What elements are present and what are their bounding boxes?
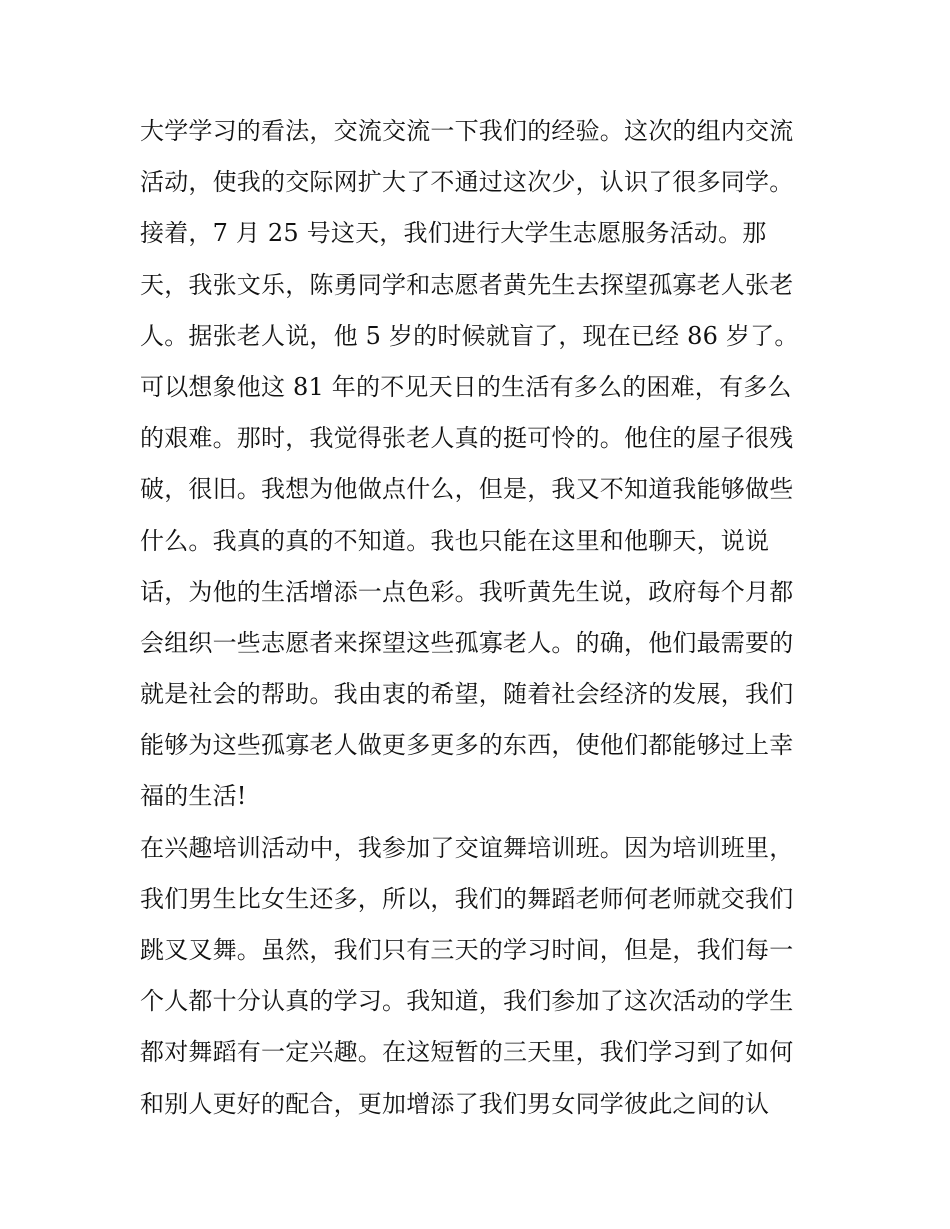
text-line: 接着，7 月 25 号这天，我们进行大学生志愿服务活动。那 xyxy=(140,219,767,248)
text-line: 活动，使我的交际网扩大了不通过这次少，认识了很多同学。 xyxy=(140,168,794,197)
text-line: 会组织一些志愿者来探望这些孤寡老人。的确，他们最需要的 xyxy=(140,628,794,657)
text-line: 破，很旧。我想为他做点什么，但是，我又不知道我能够做些 xyxy=(140,475,794,504)
text-line: 能够为这些孤寡老人做更多更多的东西，使他们都能够过上幸 xyxy=(140,731,794,760)
text-line: 福的生活! xyxy=(140,782,247,811)
text-line: 天，我张文乐，陈勇同学和志愿者黄先生去探望孤寡老人张老 xyxy=(140,270,794,299)
text-line: 和别人更好的配合，更加增添了我们男女同学彼此之间的认 xyxy=(140,1089,770,1118)
text-line: 人。据张老人说，他 5 岁的时候就盲了，现在已经 86 岁了。 xyxy=(140,321,799,350)
text-line: 大学学习的看法，交流交流一下我们的经验。这次的组内交流 xyxy=(140,117,794,145)
text-line: 个人都十分认真的学习。我知道，我们参加了这次活动的学生 xyxy=(140,987,794,1016)
text-line: 都对舞蹈有一定兴趣。在这短暂的三天里，我们学习到了如何 xyxy=(140,1038,794,1067)
text-line: 话，为他的生活增添一点色彩。我听黄先生说，政府每个月都 xyxy=(140,577,794,606)
text-line: 在兴趣培训活动中，我参加了交谊舞培训班。因为培训班里， xyxy=(140,833,794,862)
text-line: 什么。我真的真的不知道。我也只能在这里和他聊天，说说 xyxy=(140,526,770,555)
text-line: 就是社会的帮助。我由衷的希望，随着社会经济的发展，我们 xyxy=(140,680,794,709)
body-text xyxy=(140,106,820,1130)
text-line: 的艰难。那时，我觉得张老人真的挺可怜的。他住的屋子很残 xyxy=(140,424,794,453)
text-line: 可以想象他这 81 年的不见天日的生活有多么的困难，有多么 xyxy=(140,372,792,401)
text-line: 我们男生比女生还多，所以，我们的舞蹈老师何老师就交我们 xyxy=(140,884,794,913)
text-line: 跳叉叉舞。虽然，我们只有三天的学习时间，但是，我们每一 xyxy=(140,936,794,964)
